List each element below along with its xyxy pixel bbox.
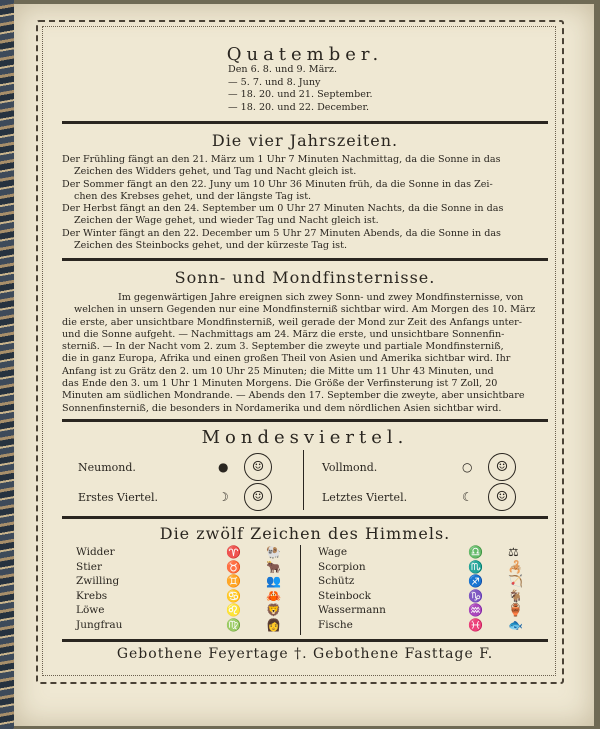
text-line: — 18. 20. und 21. September. [228,89,373,100]
zodiac-right [318,545,523,632]
text-line: Der Winter fängt an den 22. December um 5 Uhr 27 Minuten Abends, da die Sonne in das [62,227,501,239]
zodiac-figure-icon: 🐏 [266,545,281,560]
text-line: Der Herbst fängt an den 24. September um 0 Uhr 27 Minuten Nachts, da die Sonne in das [62,203,504,215]
text-line: das Ende den 3. um 1 Uhr 1 Minuten Morgens. Die Größe der Verfinsterung ist 7 Zoll, 20 [62,378,498,390]
zodiac-left [76,545,281,632]
text-line: sterniß. — In der Nacht vom 2. zum 3. September die zweyte und partiale Mondfinsterniß, [62,341,504,353]
moon-phase-symbol: ☾ [462,490,473,504]
zodiac-sign-name: Schütz [318,575,355,588]
moon-phase-symbol: ☽ [218,490,229,504]
text-line: — 18. 20. und 22. December. [228,101,370,113]
zodiac-sign-name: Jungfrau [76,618,123,631]
text-line: Im gegenwärtigen Jahre ereignen sich zwey Sonn- und zwey Mondfinsternisse, von [118,292,524,303]
zodiac-sign-row [76,545,281,560]
zodiac-symbol-icon: ♐ [468,574,483,589]
zodiac-sign-name: Steinbock [318,589,372,602]
zodiac-sign-row [318,560,523,575]
zodiac-symbol-icon: ♑ [468,588,483,603]
zodiac-symbol-icon: ♈ [226,545,241,560]
text-line: Anfang ist zu Grätz den 2. um 10 Uhr 25 Minuten; die Mitte um 11 Uhr 43 Minuten, und [62,365,494,377]
moon-phase-symbol: ● [218,460,229,474]
zodiac-figure-icon: 🏺 [508,603,523,618]
moon-phase-item [322,453,516,481]
moon-phase-item [78,453,272,481]
text-line: chen des Krebses gehet, und der längste Tag ist. [74,190,312,202]
book-spine [0,0,14,729]
moon-phase-label: Neumond. [78,460,136,474]
moon-phase-label: Vollmond. [322,460,378,474]
zodiac-sign-row [318,603,523,618]
zodiac-sign-row [318,545,523,560]
zodiac-sign-name: Scorpion [318,560,366,573]
text-line: Der Sommer fängt an den 22. Juny um 10 Uhr 36 Minuten früh, da die Sonne in das Zei- [62,178,493,190]
seasons-text [62,154,550,252]
zodiac-sign-row [76,589,281,604]
text-line: — 5. 7. und 8. Juny [228,76,321,88]
text-line: Sonnenfinsterniß, die besonders in Nordamerika und dem nördlichen Asien sichtbar wird. [62,402,502,414]
column-divider [300,545,301,635]
moon-phase-label: Erstes Viertel. [78,490,158,504]
moon-face-icon: ☺ [488,453,516,481]
eclipses-text [62,292,550,415]
seasons-title: Die vier Jahrszeiten. [211,131,399,150]
moon-phase-symbol: ○ [462,460,473,474]
zodiac-symbol-icon: ♋ [226,588,241,603]
zodiac-symbol-icon: ♌ [226,603,241,618]
moon-phase-item [322,483,516,511]
eclipses-title: Sonn- und Mondfinsternisse. [174,268,436,287]
zodiac-sign-row [318,574,523,589]
text-line: und die Sonne aufgeht. — Nachmittags am 24. März die erste, und unsichtbare Sonnenfin- [62,328,505,340]
zodiac-sign-row [76,574,281,589]
zodiac-symbol-icon: ♓ [468,617,483,632]
text-line: Den 6. 8. und 9. März. [228,64,337,75]
zodiac-symbol-icon: ♒ [468,603,483,618]
text-line: Der Frühling fängt an den 21. März um 1 Uhr 7 Minuten Nachmittag, da die Sonne in das [62,154,501,165]
zodiac-title: Die zwölf Zeichen des Himmels. [159,524,451,543]
zodiac-sign-name: Zwilling [76,575,120,588]
moon-face-icon: ☺ [488,483,516,511]
zodiac-symbol-icon: ♊ [226,574,241,589]
zodiac-sign-row [318,589,523,604]
quatember-lines [228,64,428,114]
zodiac-sign-name: Widder [76,546,115,559]
divider [62,639,548,642]
text-line: Minuten am südlichen Mondrande. — Abends den 17. September die zweyte, aber unsichtbare [62,390,525,402]
zodiac-sign-row [76,618,281,633]
moon-phase-label: Letztes Viertel. [322,490,408,504]
zodiac-symbol-icon: ♏ [468,559,483,574]
divider [62,516,548,519]
moon-face-icon: ☺ [244,483,272,511]
moon-face-icon: ☺ [244,453,272,481]
zodiac-symbol-icon: ♉ [226,559,241,574]
zodiac-sign-name: Fische [318,618,353,631]
text-line: die in ganz Europa, Afrika und einen großen Theil von Asien und Amerika sichtbar wird. Ihr [62,353,511,365]
column-divider [303,450,304,510]
divider [62,419,548,422]
divider [62,258,548,261]
zodiac-figure-icon: 🐂 [266,559,281,574]
zodiac-figure-icon: ⚖ [508,545,519,560]
text-line: Zeichen des Steinbocks gehet, und der kürzeste Tag ist. [74,240,347,252]
zodiac-figure-icon: 👩 [266,617,281,632]
moon-title: Mondesviertel. [201,427,409,448]
zodiac-figure-icon: 🐐 [508,588,523,603]
zodiac-sign-row [76,603,281,618]
zodiac-sign-row [76,560,281,575]
text-line: die erste, aber unsichtbare Mondfinsterniß, weil gerade der Mond zur Zeit des Anfangs unter- [62,316,523,328]
zodiac-sign-name: Wassermann [318,604,386,617]
text-line: Zeichen der Wage gehet, und wieder Tag und Nacht gleich ist. [74,215,379,227]
zodiac-sign-name: Löwe [76,604,105,617]
zodiac-symbol-icon: ♎ [468,545,483,560]
zodiac-figure-icon: 🐟 [508,617,523,632]
moon-phase-item [78,483,272,511]
zodiac-sign-name: Krebs [76,589,108,602]
text-line: welchen in unsern Gegenden nur eine Mondfinsterniß sichtbar wird. Am Morgen des 10. März [74,304,536,316]
zodiac-figure-icon: 👥 [266,574,281,589]
zodiac-figure-icon: 🦁 [266,603,281,618]
footer-legend: Gebothene Feyertage †. Gebothene Fasttage F. [116,646,494,662]
zodiac-figure-icon: 🦀 [266,588,281,603]
zodiac-figure-icon: 🏹 [508,574,523,589]
text-line: Zeichen des Widders gehet, und Tag und Nacht gleich ist. [74,166,357,178]
divider [62,121,548,124]
zodiac-sign-name: Stier [76,560,103,573]
zodiac-sign-row [318,618,523,633]
zodiac-symbol-icon: ♍ [226,617,241,632]
zodiac-figure-icon: 🦂 [508,559,523,574]
quatember-title: Quatember. [226,44,384,65]
zodiac-sign-name: Wage [318,546,348,559]
